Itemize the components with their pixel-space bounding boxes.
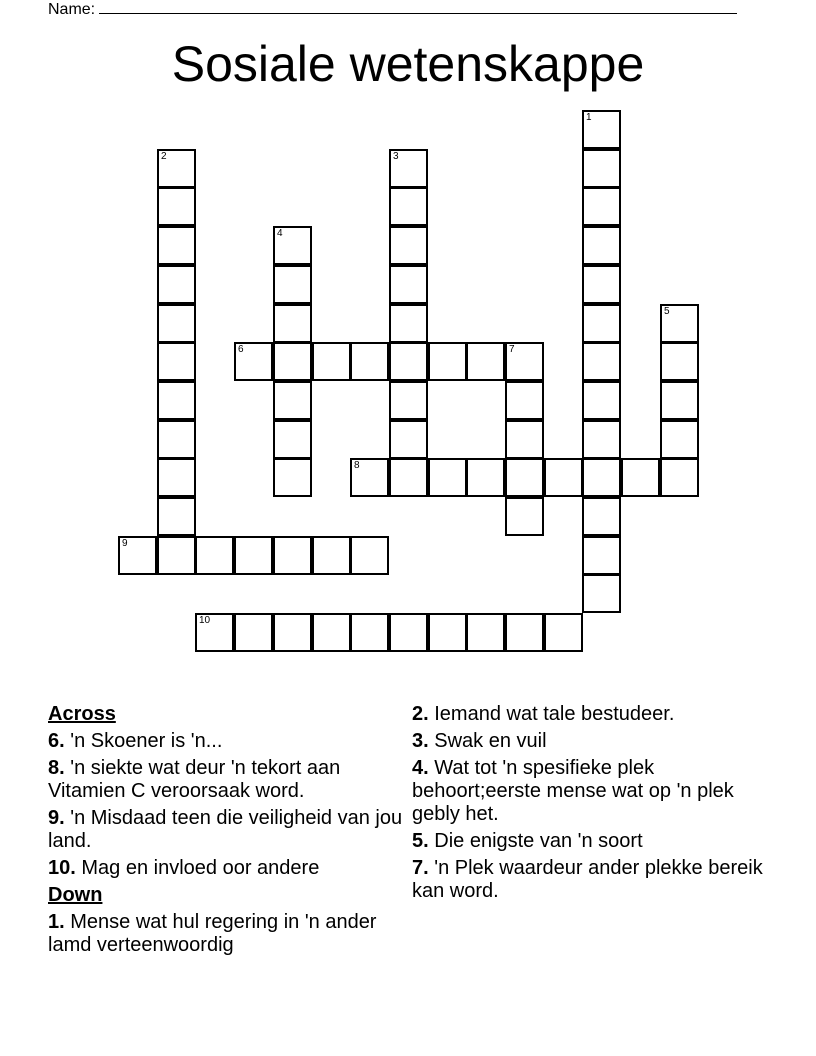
- clue-number: 5.: [412, 830, 429, 852]
- grid-cell[interactable]: [660, 342, 699, 381]
- clue-down-7: [412, 857, 772, 903]
- clue-across-9: [48, 807, 408, 853]
- grid-cell[interactable]: [466, 342, 505, 381]
- grid-cell[interactable]: [582, 110, 621, 149]
- grid-cell[interactable]: [157, 381, 196, 420]
- grid-cell[interactable]: [505, 381, 544, 420]
- grid-cell[interactable]: [582, 304, 621, 343]
- grid-cell[interactable]: [157, 265, 196, 304]
- name-label: Name:: [48, 1, 96, 18]
- clue-text: 'n Misdaad teen die veiligheid van jou land.: [48, 807, 403, 852]
- grid-cell[interactable]: [389, 342, 428, 381]
- down-heading: Down: [48, 884, 103, 906]
- clue-text: 'n siekte wat deur 'n tekort aan Vitamien C veroorsaak word.: [48, 757, 341, 802]
- grid-cell[interactable]: [582, 226, 621, 265]
- grid-cell[interactable]: [582, 536, 621, 575]
- grid-cell[interactable]: [389, 381, 428, 420]
- grid-cell[interactable]: [350, 613, 389, 652]
- across-heading: Across: [48, 703, 116, 725]
- grid-cell[interactable]: [157, 226, 196, 265]
- clue-down-5: [412, 830, 772, 853]
- grid-cell[interactable]: [505, 497, 544, 536]
- grid-cell[interactable]: [157, 497, 196, 536]
- clue-text: 'n Skoener is 'n...: [70, 730, 223, 752]
- grid-cell[interactable]: [505, 458, 544, 497]
- page-title: Sosiale wetenskappe: [171, 36, 645, 92]
- grid-cell[interactable]: [157, 458, 196, 497]
- cell-number: 5: [664, 306, 670, 317]
- grid-cell[interactable]: [195, 613, 234, 652]
- clues-right-column: [412, 703, 772, 907]
- grid-cell[interactable]: [466, 613, 505, 652]
- grid-cell[interactable]: [389, 420, 428, 459]
- grid-cell[interactable]: [505, 420, 544, 459]
- grid-cell[interactable]: [234, 536, 273, 575]
- grid-cell[interactable]: [582, 187, 621, 226]
- cell-number: 6: [238, 344, 244, 355]
- grid-cell[interactable]: [428, 342, 467, 381]
- grid-cell[interactable]: [273, 265, 312, 304]
- grid-cell[interactable]: [505, 613, 544, 652]
- grid-cell[interactable]: [389, 613, 428, 652]
- cell-number: 1: [586, 112, 592, 123]
- grid-cell[interactable]: [157, 304, 196, 343]
- grid-cell[interactable]: [273, 458, 312, 497]
- grid-cell[interactable]: [582, 381, 621, 420]
- clue-text: Swak en vuil: [434, 730, 547, 752]
- grid-cell[interactable]: [273, 536, 312, 575]
- grid-cell[interactable]: [544, 458, 583, 497]
- grid-cell[interactable]: [389, 458, 428, 497]
- clue-number: 2.: [412, 703, 429, 725]
- clue-text: 'n Plek waardeur ander plekke bereik kan word.: [412, 857, 763, 902]
- clue-down-1: [48, 911, 408, 957]
- clue-number: 6.: [48, 730, 65, 752]
- grid-cell[interactable]: [389, 187, 428, 226]
- grid-cell[interactable]: [582, 265, 621, 304]
- grid-cell[interactable]: [157, 420, 196, 459]
- grid-cell[interactable]: [582, 420, 621, 459]
- clue-down-4: [412, 757, 772, 826]
- grid-cell[interactable]: [195, 536, 234, 575]
- grid-cell[interactable]: [660, 381, 699, 420]
- clue-number: 9.: [48, 807, 65, 829]
- cell-number: 10: [199, 615, 211, 626]
- grid-cell[interactable]: [428, 458, 467, 497]
- grid-cell[interactable]: [582, 497, 621, 536]
- clue-number: 10.: [48, 857, 76, 879]
- cell-number: 3: [393, 151, 399, 162]
- clue-text: Mag en invloed oor andere: [81, 857, 320, 879]
- clue-across-10: [48, 857, 408, 880]
- grid-cell[interactable]: [544, 613, 583, 652]
- clue-text: Wat tot 'n spesifieke plek behoort;eerste mense wat op 'n plek gebly het.: [412, 757, 734, 825]
- grid-cell[interactable]: [273, 342, 312, 381]
- clue-number: 1.: [48, 911, 65, 933]
- clue-across-6: [48, 730, 408, 753]
- grid-cell[interactable]: [157, 342, 196, 381]
- grid-cell[interactable]: [312, 613, 351, 652]
- clue-number: 7.: [412, 857, 429, 879]
- grid-cell[interactable]: [312, 536, 351, 575]
- grid-cell[interactable]: [660, 458, 699, 497]
- grid-cell[interactable]: [273, 613, 312, 652]
- clues-left-column: [48, 703, 408, 961]
- clue-text: Iemand wat tale bestudeer.: [434, 703, 675, 725]
- grid-cell[interactable]: [428, 613, 467, 652]
- grid-cell[interactable]: [389, 149, 428, 188]
- clue-number: 8.: [48, 757, 65, 779]
- clue-down-3: [412, 730, 772, 753]
- clue-number: 4.: [412, 757, 429, 779]
- clue-number: 3.: [412, 730, 429, 752]
- grid-cell[interactable]: [582, 149, 621, 188]
- grid-cell[interactable]: [234, 342, 273, 381]
- clue-across-8: [48, 757, 408, 803]
- clue-text: Die enigste van 'n soort: [434, 830, 643, 852]
- grid-cell[interactable]: [582, 342, 621, 381]
- grid-cell[interactable]: [234, 613, 273, 652]
- grid-cell[interactable]: [660, 304, 699, 343]
- clue-text: Mense wat hul regering in 'n ander lamd verteenwoordig: [48, 911, 377, 956]
- grid-cell[interactable]: [466, 458, 505, 497]
- grid-cell[interactable]: [157, 536, 196, 575]
- grid-cell[interactable]: [157, 187, 196, 226]
- grid-cell[interactable]: [660, 420, 699, 459]
- grid-cell[interactable]: [389, 304, 428, 343]
- grid-cell[interactable]: [312, 342, 351, 381]
- grid-cell[interactable]: [389, 265, 428, 304]
- grid-cell[interactable]: [350, 342, 389, 381]
- clue-down-2: [412, 703, 772, 726]
- grid-cell[interactable]: [350, 458, 389, 497]
- cell-number: 7: [509, 344, 515, 355]
- cell-number: 9: [122, 538, 128, 549]
- grid-cell[interactable]: [273, 226, 312, 265]
- cell-number: 2: [161, 151, 167, 162]
- cell-number: 8: [354, 460, 360, 471]
- grid-cell[interactable]: [582, 574, 621, 613]
- grid-cell[interactable]: [273, 381, 312, 420]
- grid-cell[interactable]: [582, 458, 621, 497]
- grid-cell[interactable]: [157, 149, 196, 188]
- grid-cell[interactable]: [118, 536, 157, 575]
- grid-cell[interactable]: [621, 458, 660, 497]
- grid-cell[interactable]: [350, 536, 389, 575]
- grid-cell[interactable]: [273, 420, 312, 459]
- grid-cell[interactable]: [505, 342, 544, 381]
- grid-cell[interactable]: [389, 226, 428, 265]
- cell-number: 4: [277, 228, 283, 239]
- grid-cell[interactable]: [273, 304, 312, 343]
